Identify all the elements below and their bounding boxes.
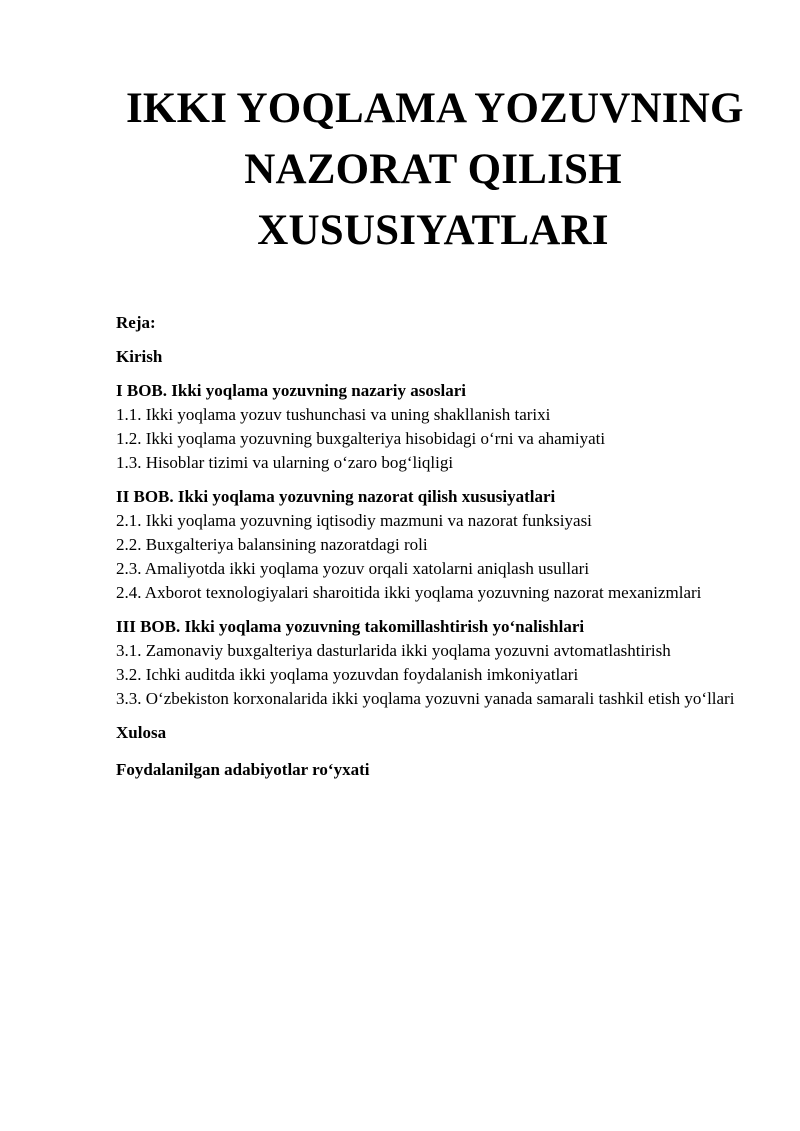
document-title <box>116 78 744 261</box>
toc-item: 1.3. Hisoblar tizimi va ularning o‘zaro bog‘liqligi <box>116 453 454 472</box>
toc-item: 1.1. Ikki yoqlama yozuv tushunchasi va uning shakllanish tarixi <box>116 405 551 424</box>
title-line-2: NAZORAT QILISH <box>244 146 622 193</box>
chapter-3 <box>116 615 740 711</box>
toc-item: 2.2. Buxgalteriya balansining nazoratdagi roli <box>116 535 428 554</box>
plan-label: Reja: <box>116 313 156 332</box>
toc-item: 2.3. Amaliyotda ikki yoqlama yozuv orqali xatolarni aniqlash usullari <box>116 559 590 578</box>
title-line-3: XUSUSIYATLARI <box>257 207 609 254</box>
toc-item: 3.2. Ichki auditda ikki yoqlama yozuvdan foydalanish imkoniyatlari <box>116 665 579 684</box>
toc-item: 2.4. Axborot texnologiyalari sharoitida ikki yoqlama yozuvning nazorat mexanizmlari <box>116 583 702 602</box>
intro-heading: Kirish <box>116 347 163 366</box>
chapter-heading: III BOB. Ikki yoqlama yozuvning takomillashtirish yo‘nalishlari <box>116 617 585 636</box>
chapter-heading: I BOB. Ikki yoqlama yozuvning nazariy asoslari <box>116 381 466 400</box>
title-line-1: IKKI YOQLAMA YOZUVNING <box>126 85 744 132</box>
toc-item: 3.3. O‘zbekiston korxonalarida ikki yoqlama yozuvni yanada samarali tashkil etish yo‘llari <box>116 689 735 708</box>
table-of-contents <box>116 311 740 782</box>
toc-item: 1.2. Ikki yoqlama yozuvning buxgalteriya hisobidagi o‘rni va ahamiyati <box>116 429 606 448</box>
toc-item: 3.1. Zamonaviy buxgalteriya dasturlarida ikki yoqlama yozuvni avtomatlashtirish <box>116 641 671 660</box>
references-heading: Foydalanilgan adabiyotlar ro‘yxati <box>116 760 370 779</box>
chapter-2 <box>116 485 740 605</box>
toc-item: 2.1. Ikki yoqlama yozuvning iqtisodiy mazmuni va nazorat funksiyasi <box>116 511 592 530</box>
conclusion-heading: Xulosa <box>116 723 167 742</box>
chapter-1 <box>116 379 740 475</box>
chapter-heading: II BOB. Ikki yoqlama yozuvning nazorat qilish xususiyatlari <box>116 487 556 506</box>
